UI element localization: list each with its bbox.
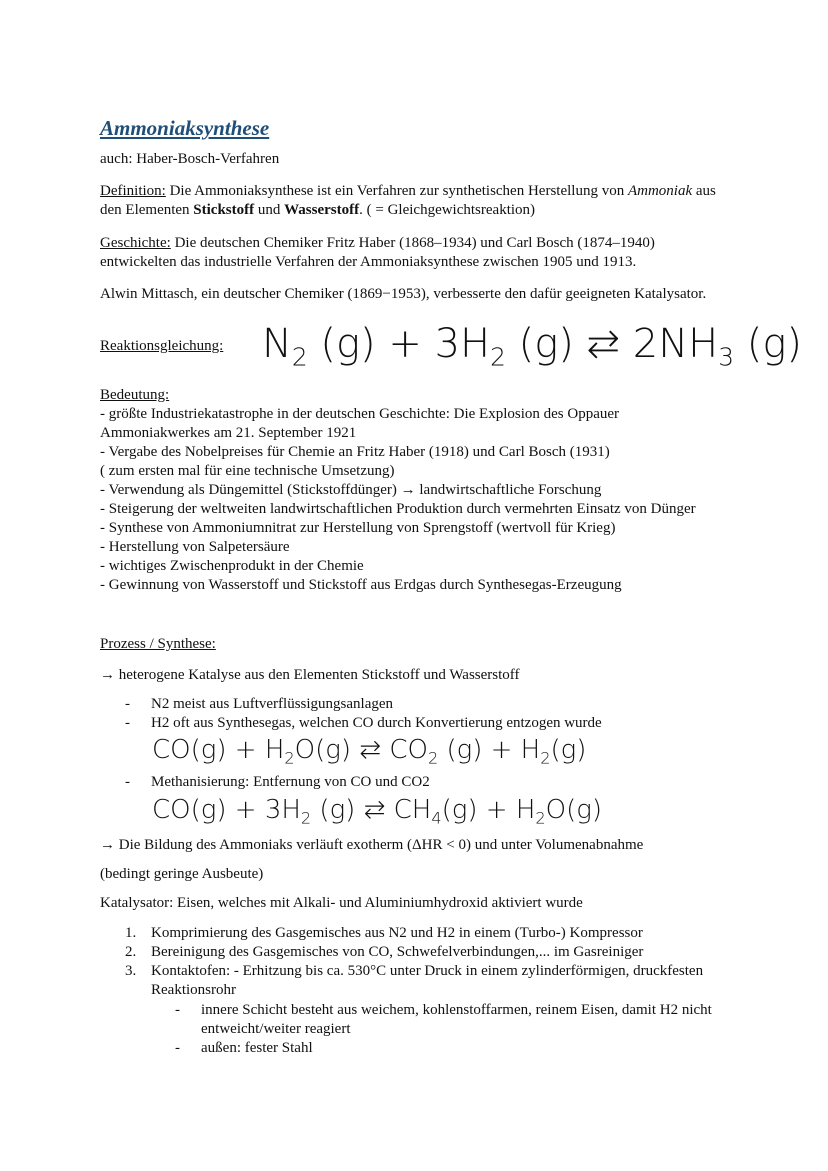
process-step: 3. Kontaktofen: - Erhitzung bis ca. 530°C unter Druck in einem zylinderförmigen, druckfesten Reaktionsrohr (125, 963, 704, 998)
exotherm-line: → Die Bildung des Ammoniaks verläuft exotherm (ΔHR < 0) und unter Volumenabnahme (100, 837, 644, 853)
stickstoff-term: Stickstoff (193, 202, 255, 218)
bedeutung-label: Bedeutung: (100, 387, 170, 403)
list-item: - N2 meist aus Luftverflüssigungsanlagen (151, 695, 731, 714)
mittasch-paragraph: Alwin Mittasch, ein deutscher Chemiker (1869−1953), verbesserte den dafür geeigneten Katalysator. (100, 286, 707, 302)
methan-list (151, 773, 731, 792)
list-item: - H2 oft aus Synthesegas, welchen CO durch Konvertierung entzogen wurde (151, 714, 731, 733)
bedeutung-line: - Gewinnung von Wasserstoff und Stickstoff aus Erdgas durch Synthesegas-Erzeugung (100, 577, 622, 593)
ausbeute-line: (bedingt geringe Ausbeute) (100, 866, 264, 882)
process-step: 2. Bereinigung des Gasgemisches von CO, Schwefelverbindungen,... im Gasreiniger (125, 944, 644, 960)
equilibrium-arrow-icon: ⇄ (586, 321, 621, 367)
list-item: - außen: fester Stahl (201, 1039, 731, 1058)
bedeutung-line: - Vergabe des Nobelpreises für Chemie an Fritz Haber (1918) und Carl Bosch (1931) (100, 444, 610, 460)
methanisierung-equation: $CO(g) + 3H_2$ (g) ⇄ $CH_4(g) + H_2O(g)$ (152, 795, 602, 828)
prozess-label: Prozess / Synthese: (100, 636, 216, 652)
source-list (151, 695, 731, 733)
process-steps (125, 924, 731, 1000)
ammonia-reaction-equation: $N_2$ $(g) + 3H_2$ (g) ⇄ $2NH_3$ (g) (262, 321, 802, 372)
bedeutung-line: - Herstellung von Salpetersäure (100, 539, 290, 555)
bedeutung-line: - größte Industriekatastrophe in der deutschen Geschichte: Die Explosion des Oppauer Ammoniakwerkes am 21. September 1921 (100, 406, 620, 441)
bedeutung-line: - Synthese von Ammoniumnitrat zur Herstellung von Sprengstoff (wertvoll für Krieg) (100, 520, 616, 536)
list-item: - Methanisierung: Entfernung von CO und CO2 (151, 773, 731, 792)
bedeutung-line: - Steigerung der weltweiten landwirtschaftlichen Produktion durch vermehrten Einsatz von Dünger (100, 501, 696, 517)
ammoniak-term: Ammoniak (627, 183, 693, 199)
bedeutung-line: - wichtiges Zwischenprodukt in der Chemie (100, 558, 364, 574)
equilibrium-arrow-icon: ⇄ (363, 795, 386, 825)
bedeutung-section (100, 386, 730, 595)
kontaktofen-details (201, 1001, 731, 1058)
bedeutung-line: - Verwendung als Düngemittel (Stickstoffdünger) → landwirtschaftliche Forschung (100, 482, 602, 498)
alias-line: auch: Haber-Bosch-Verfahren (100, 151, 280, 167)
equilibrium-arrow-icon: ⇄ (359, 735, 382, 765)
katalyse-line: → heterogene Katalyse aus den Elementen Stickstoff und Wasserstoff (100, 667, 520, 683)
katalysator-line: Katalysator: Eisen, welches mit Alkali- und Aluminiumhydroxid aktiviert wurde (100, 895, 583, 911)
page-title: Ammoniaksynthese (100, 116, 270, 140)
konvertierung-equation: $CO(g) + H_2O(g)$ ⇄ $CO_2$ $(g) + H_2(g)$ (152, 735, 587, 768)
geschichte-label: Geschichte: (100, 235, 171, 251)
list-item: - innere Schicht besteht aus weichem, kohlenstoffarmen, reinem Eisen, damit H2 nicht entweicht/weiter reagiert (201, 1001, 731, 1039)
definition-paragraph: Definition: Die Ammoniaksynthese ist ein Verfahren zur synthetischen Herstellung von Ammoniak aus den Elementen Stickstoff und Wasserstoff. ( = Gleichgewichtsreaktion) (100, 183, 716, 218)
process-step: 1. Komprimierung des Gasgemisches aus N2 und H2 in einem (Turbo-) Kompressor (125, 925, 643, 941)
definition-label: Definition: (100, 183, 166, 199)
wasserstoff-term: Wasserstoff (284, 202, 360, 218)
geschichte-paragraph: Geschichte: Die deutschen Chemiker Fritz Haber (1868–1934) und Carl Bosch (1874–1940) entwickelten das industrielle Verfahren der Ammoniaksynthese zwischen 1905 und 1913. (100, 235, 655, 270)
reaktion-label: Reaktionsgleichung: (100, 338, 224, 354)
bedeutung-line: ( zum ersten mal für eine technische Umsetzung) (100, 463, 395, 479)
